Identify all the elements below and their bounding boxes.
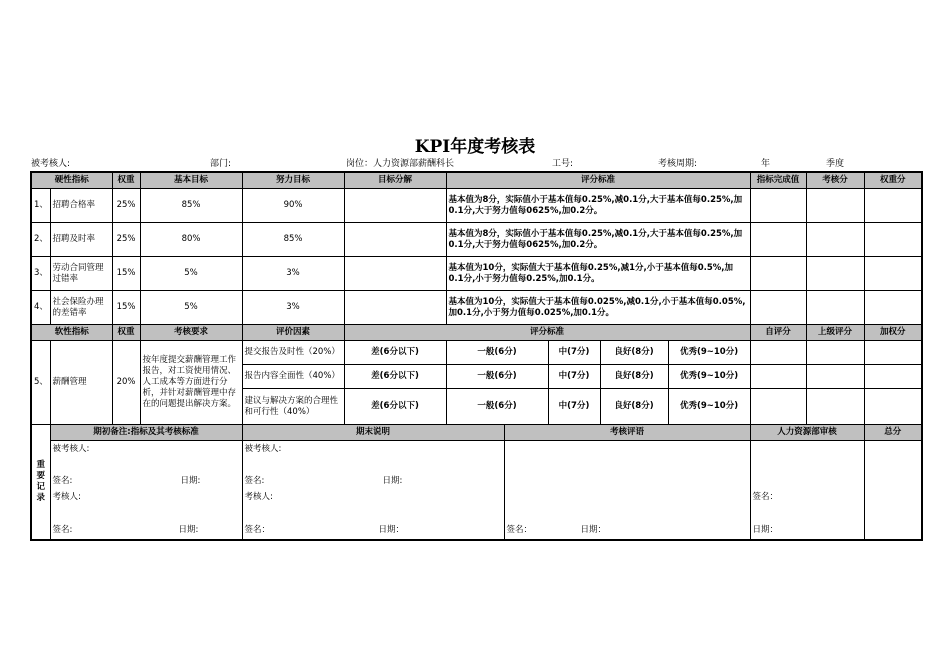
indicator-name: 社会保险办理的差错率 bbox=[50, 291, 112, 325]
score-cell[interactable] bbox=[806, 257, 864, 291]
date-label: 日期: bbox=[382, 476, 403, 486]
row-number: 2、 bbox=[31, 223, 50, 257]
grade-good: 良好(8分) bbox=[600, 389, 668, 425]
year-label: 年 bbox=[761, 159, 771, 169]
self-score-cell[interactable] bbox=[750, 365, 806, 389]
weighted-cell[interactable] bbox=[864, 365, 922, 389]
hdr-hard-indicator: 硬性指标 bbox=[31, 172, 112, 189]
hdr-initial-notes: 期初备注:指标及其考核标准 bbox=[50, 425, 242, 441]
effort-target-value: 3% bbox=[242, 257, 344, 291]
hdr-weighted-score: 权重分 bbox=[864, 172, 922, 189]
hdr-total-score: 总分 bbox=[864, 425, 922, 441]
initial-notes-cell[interactable] bbox=[50, 441, 242, 541]
grade-poor: 差(6分以下) bbox=[344, 365, 446, 389]
date-label: 日期： bbox=[378, 525, 405, 535]
grade-good: 良好(8分) bbox=[600, 341, 668, 365]
hdr-soft-indicator: 软性指标 bbox=[31, 325, 112, 341]
target-breakdown-cell[interactable] bbox=[344, 257, 446, 291]
effort-target-value: 90% bbox=[242, 189, 344, 223]
table-row bbox=[31, 257, 922, 291]
total-score-cell[interactable] bbox=[864, 441, 922, 541]
grade-poor: 差(6分以下) bbox=[344, 389, 446, 425]
hdr-weight: 权重 bbox=[112, 172, 140, 189]
evaluation-factor: 提交报告及时性（20%） bbox=[242, 341, 344, 365]
superior-score-cell[interactable] bbox=[806, 341, 864, 365]
indicator-name: 劳动合同管理过错率 bbox=[50, 257, 112, 291]
base-target-value: 5% bbox=[140, 257, 242, 291]
sign-label: 签名： bbox=[506, 525, 533, 535]
target-breakdown-cell[interactable] bbox=[344, 223, 446, 257]
hdr-scoring-standard: 评分标准 bbox=[344, 325, 750, 341]
table-row bbox=[31, 189, 922, 223]
grade-fair: 一般(6分) bbox=[446, 389, 548, 425]
sign-label: 签名: bbox=[52, 525, 73, 535]
examinee-label: 被考核人: bbox=[31, 159, 71, 169]
hr-review-cell[interactable] bbox=[750, 441, 864, 541]
weight-value: 15% bbox=[112, 291, 140, 325]
row-number: 3、 bbox=[31, 257, 50, 291]
date-label: 日期: bbox=[180, 476, 201, 486]
date-label: 日期： bbox=[580, 525, 607, 535]
superior-score-cell[interactable] bbox=[806, 389, 864, 425]
end-notes-cell[interactable] bbox=[242, 441, 504, 541]
table-row bbox=[31, 341, 922, 365]
quarter-label: 季度 bbox=[826, 159, 845, 169]
weighted-cell[interactable] bbox=[864, 223, 922, 257]
hdr-weighted-score: 加权分 bbox=[864, 325, 922, 341]
criteria-text: 基本值为8分，实际值小于基本值每0.25%,减0.1分,大于基本值每0.25%,加0.1分,大于努力值每0625%,加0.2分。 bbox=[446, 223, 750, 257]
sign-label: 签名： bbox=[244, 525, 271, 535]
date-label: 日期： bbox=[752, 525, 779, 535]
criteria-text: 基本值为10分，实际值大于基本值每0.025%,减0.1分,小于基本值每0.05%,加0.1分,小于努力值每0.025%,加0.1分。 bbox=[446, 291, 750, 325]
hdr-base-target: 基本目标 bbox=[140, 172, 242, 189]
grade-fair: 一般(6分) bbox=[446, 341, 548, 365]
score-cell[interactable] bbox=[806, 223, 864, 257]
evaluation-factor: 报告内容全面性（40%） bbox=[242, 365, 344, 389]
table-row bbox=[31, 291, 922, 325]
requirement-text: 按年度提交薪酬管理工作报告，对工资使用情况、人工成本等方面进行分析，并针对薪酬管理中存在的问题提出解决方案。 bbox=[140, 341, 242, 425]
sign-label: 签名： bbox=[752, 492, 779, 502]
weight-value: 20% bbox=[112, 341, 140, 425]
score-cell[interactable] bbox=[806, 291, 864, 325]
row-number: 1、 bbox=[31, 189, 50, 223]
important-records-label: 重要记录 bbox=[31, 425, 50, 541]
weighted-cell[interactable] bbox=[864, 341, 922, 365]
grade-good: 良好(8分) bbox=[600, 365, 668, 389]
hdr-self-score: 自评分 bbox=[750, 325, 806, 341]
grade-medium: 中(7分) bbox=[548, 341, 600, 365]
hdr-target-breakdown: 目标分解 bbox=[344, 172, 446, 189]
hard-header-row bbox=[31, 172, 922, 189]
grade-medium: 中(7分) bbox=[548, 389, 600, 425]
weighted-cell[interactable] bbox=[864, 257, 922, 291]
criteria-text: 基本值为8分，实际值小于基本值每0.25%,减0.1分,大于基本值每0.25%,加0.1分,大于努力值每0625%,加0.2分。 bbox=[446, 189, 750, 223]
dept-label: 部门: bbox=[210, 159, 232, 169]
hdr-hr-review: 人力资源部审核 bbox=[750, 425, 864, 441]
page-title: KPI年度考核表 bbox=[414, 137, 536, 157]
hdr-evaluation-factor: 评价因素 bbox=[242, 325, 344, 341]
assessor-label: 考核人: bbox=[52, 492, 81, 502]
soft-header-row bbox=[31, 325, 922, 341]
grade-excellent: 优秀(9~10分) bbox=[668, 389, 750, 425]
examinee-sign-label: 被考核人: bbox=[244, 444, 282, 454]
grade-poor: 差(6分以下) bbox=[344, 341, 446, 365]
weight-value: 25% bbox=[112, 223, 140, 257]
completion-cell[interactable] bbox=[750, 257, 806, 291]
base-target-value: 5% bbox=[140, 291, 242, 325]
superior-score-cell[interactable] bbox=[806, 365, 864, 389]
row-number: 4、 bbox=[31, 291, 50, 325]
effort-target-value: 85% bbox=[242, 223, 344, 257]
indicator-name: 招聘及时率 bbox=[50, 223, 112, 257]
weight-value: 25% bbox=[112, 189, 140, 223]
base-target-value: 80% bbox=[140, 223, 242, 257]
job-no-label: 工号: bbox=[552, 159, 574, 169]
completion-cell[interactable] bbox=[750, 223, 806, 257]
assessor-label: 考核人: bbox=[244, 492, 273, 502]
hdr-scoring-standard: 评分标准 bbox=[446, 172, 750, 189]
self-score-cell[interactable] bbox=[750, 389, 806, 425]
completion-cell[interactable] bbox=[750, 189, 806, 223]
target-breakdown-cell[interactable] bbox=[344, 189, 446, 223]
weighted-cell[interactable] bbox=[864, 389, 922, 425]
table-row bbox=[31, 223, 922, 257]
hdr-effort-target: 努力目标 bbox=[242, 172, 344, 189]
position-label: 岗位：人力资源部薪酬科长 bbox=[346, 159, 455, 169]
assessment-comment-cell[interactable] bbox=[504, 441, 750, 541]
kpi-table bbox=[30, 171, 923, 541]
hdr-assessment-score: 考核分 bbox=[806, 172, 864, 189]
criteria-text: 基本值为10分，实际值大于基本值每0.25%,减1分,小于基本值每0.5%,加0.1分,小于努力值每0.25%,加0.1分。 bbox=[446, 257, 750, 291]
footer-header-row bbox=[31, 425, 922, 441]
hdr-completion-value: 指标完成值 bbox=[750, 172, 806, 189]
target-breakdown-cell[interactable] bbox=[344, 291, 446, 325]
evaluation-factor: 建议与解决方案的合理性和可行性（40%） bbox=[242, 389, 344, 425]
completion-cell[interactable] bbox=[750, 291, 806, 325]
weighted-cell[interactable] bbox=[864, 291, 922, 325]
base-target-value: 85% bbox=[140, 189, 242, 223]
indicator-name: 招聘合格率 bbox=[50, 189, 112, 223]
examinee-sign-label: 被考核人: bbox=[52, 444, 90, 454]
hdr-end-notes: 期末说明 bbox=[242, 425, 504, 441]
weight-value: 15% bbox=[112, 257, 140, 291]
period-label: 考核周期: bbox=[658, 159, 698, 169]
self-score-cell[interactable] bbox=[750, 341, 806, 365]
score-cell[interactable] bbox=[806, 189, 864, 223]
hdr-weight: 权重 bbox=[112, 325, 140, 341]
grade-fair: 一般(6分) bbox=[446, 365, 548, 389]
footer-body-row bbox=[31, 441, 922, 541]
grade-excellent: 优秀(9~10分) bbox=[668, 365, 750, 389]
row-number: 5、 bbox=[31, 341, 50, 425]
hdr-superior-score: 上级评分 bbox=[806, 325, 864, 341]
sign-label: 签名: bbox=[52, 476, 73, 486]
indicator-name: 薪酬管理 bbox=[50, 341, 112, 425]
hdr-assessment-comment: 考核评语 bbox=[504, 425, 750, 441]
weighted-cell[interactable] bbox=[864, 189, 922, 223]
effort-target-value: 3% bbox=[242, 291, 344, 325]
sign-label: 签名: bbox=[244, 476, 265, 486]
grade-medium: 中(7分) bbox=[548, 365, 600, 389]
date-label: 日期: bbox=[178, 525, 199, 535]
grade-excellent: 优秀(9~10分) bbox=[668, 341, 750, 365]
hdr-requirement: 考核要求 bbox=[140, 325, 242, 341]
